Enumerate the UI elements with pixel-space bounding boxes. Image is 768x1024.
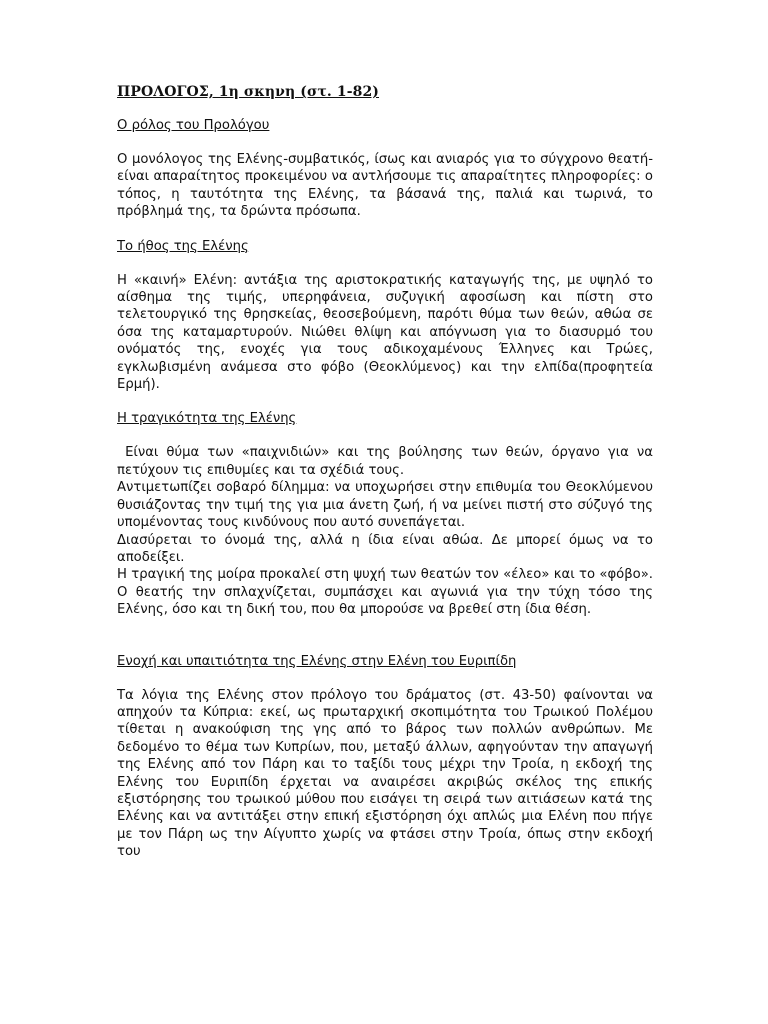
paragraph-helen-character: Η «καινή» Ελένη: αντάξια της αριστοκρατικής καταγωγής της, με υψηλό το αίσθημα της τιμής, υπερηφάνεια, συζυγική αφοσίωση και πίστη στο τελετουργικό της θρησκείας, θεοσεβούμενη, παρότι θύμα των θεών, αθώα σε όσα της καταμαρτυρούν. Νιώθει θλίψη και απόγνωση για το διασυρμό του ονόματός της, ενοχές για τους αδικοχαμένους Έλληνες και Τρώες, εγκλωβισμένη ανάμεσα στο φόβο (Θεοκλύμενος) και την ελπίδα(προφητεία Ερμή). (117, 272, 653, 393)
section-heading-helen-character: Το ήθος της Ελένης (117, 238, 249, 254)
paragraph-tragedy-dilemma: Αντιμετωπίζει σοβαρό δίλημμα: να υποχωρήσει στην επιθυμία του Θεοκλύμενου θυσιάζοντας την τιμή της για μια άνετη ζωή, ή να μείνει πιστή στο σύζυγό της υπομένοντας τους κινδύνους που αυτό συνεπάγεται. (117, 480, 653, 531)
paragraph-tragedy-name: Διασύρεται το όνομά της, αλλά η ίδια είναι αθώα. Δε μπορεί όμως να το αποδείξει. (117, 532, 653, 565)
section-spacer (117, 619, 653, 654)
section-heading-guilt-responsibility: Ενοχή και υπαιτιότητα της Ελένης στην Ελένη του Ευριπίδη (117, 653, 517, 669)
document-title: ΠΡΟΛΟΓΟΣ, 1η σκηνη (στ. 1-82) (117, 84, 380, 100)
section-heading-prologue-role: Ο ρόλος του Προλόγου (117, 118, 270, 133)
paragraph-prologue-role: Ο μονόλογος της Ελένης-συμβατικός, ίσως και ανιαρός για το σύγχρονο θεατή- είναι απαραίτητος προκειμένου να αντλήσουμε τις απαραίτητες πληροφορίες: ο τόπος, η ταυτότητα της Ελένης, τα βάσανά της, παλιά και τωρινά, το πρόβλημά της, τα δρώντα πρόσωπα. (117, 152, 653, 220)
document-page (117, 84, 658, 861)
paragraph-tragedy-victim: Είναι θύμα των «παιχνιδιών» και της βούλησης των θεών, όργανο για να πετύχουν τις επιθυμίες και τα σχέδιά τους. (117, 445, 658, 478)
paragraph-guilt-responsibility: Τα λόγια της Ελένης στον πρόλογο του δράματος (στ. 43-50) φαίνονται να απηχούν τα Κύπρια: εκεί, ως πρωταρχική σκοπιμότητα του Τρωικού Πολέμου τίθεται η ανακούφιση της γης από το βάρος των πολλών ανθρώπων. Με δεδομένο το θέμα των Κυπρίων, που, μεταξύ άλλων, αφηγούνταν την απαγωγή της Ελένης από τον Πάρη και το ταξίδι τους μέχρι την Τροία, η εκδοχή της Ελένης του Ευριπίδη έρχεται να αναιρέσει ακριβώς σκέλος της επικής εξιστόρησης του τρωικού μύθου που εισάγει τη σειρά των αιτιάσεων κατά της Ελένης και να αντιτάξει στην επική εξιστόρηση όχι απλώς μια Ελένη που πήγε με τον Πάρη ως την Αίγυπτο χωρίς να φτάσει στην Τροία, όπως στην εκδοχή του (117, 687, 653, 860)
paragraph-tragedy-fate: Η τραγική της μοίρα προκαλεί στη ψυχή των θεατών τον «έλεο» και το «φόβο». Ο θεατής την σπλαχνίζεται, συμπάσχει και αγωνιά για την τύχη τόσο της Ελένης, όσο και τη δική του, που θα μπορούσε να βρεθεί στη ίδια θέση. (117, 567, 653, 618)
section-heading-helen-tragedy: Η τραγικότητα της Ελένης (117, 411, 297, 427)
